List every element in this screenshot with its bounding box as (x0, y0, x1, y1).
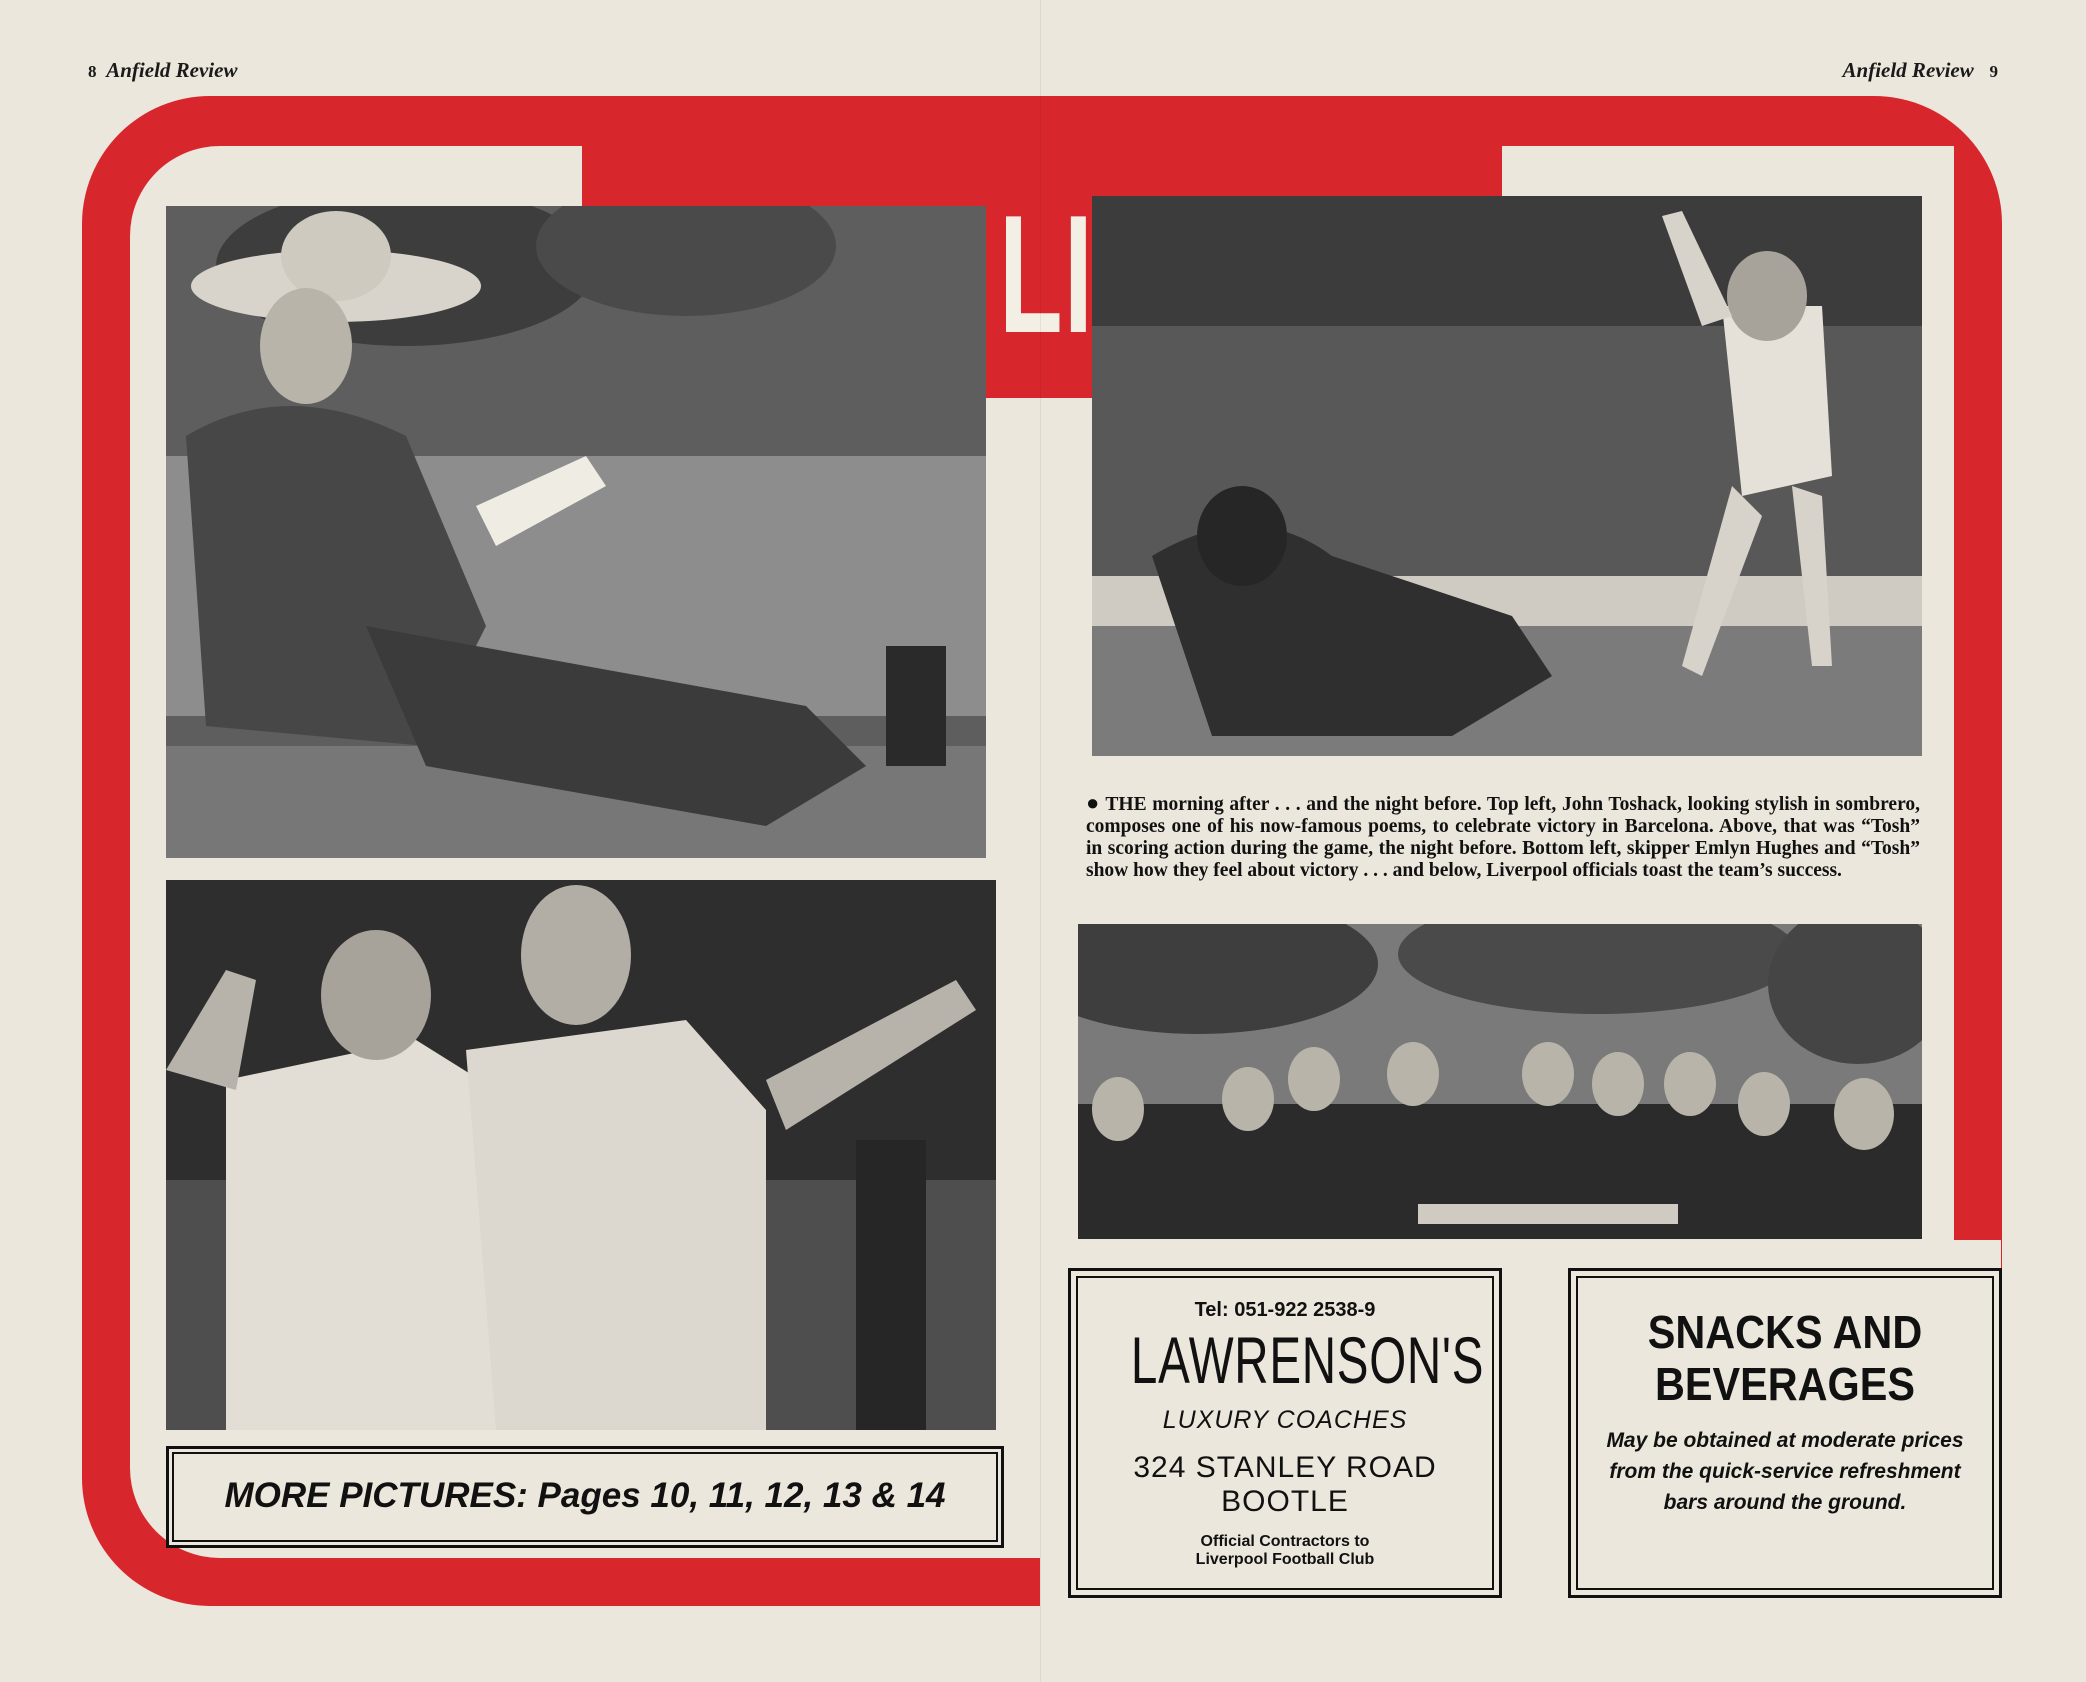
photo-toshack-sombrero (166, 206, 986, 858)
left-page-number: 8 (88, 62, 97, 81)
caption-text: THE morning after . . . and the night before. Top left, John Toshack, looking stylish in sombrero, composes one of his now-famous poems, to celebrate victory in Barcelona. Above, that was “Tosh” in scoring action during the game, the night before. Bottom left, skipper Emlyn Hughes and “Tosh” show how they feel about victory . . . and below, Liverpool officials toast the team’s success. (1086, 794, 1921, 881)
ad-heading-line-2: BEVERAGES (1655, 1358, 1915, 1410)
ad-telephone: Tel: 051-922 2538-9 (1194, 1299, 1376, 1321)
more-pictures-text: MORE PICTURES: Pages 10, 11, 12, 13 & 14 (224, 1476, 946, 1515)
ad-contract-line-2: Liverpool Football Club (1195, 1551, 1375, 1568)
ad-lawrensons-coaches (1068, 1268, 1502, 1598)
ad-body-text: May be obtained at moderate prices from the quick-service refreshment bars around the ground. (1606, 1429, 1964, 1514)
photo-officials-illustration (1078, 924, 1922, 1239)
photo-hughes-illustration (166, 880, 996, 1430)
photo-tosh-scoring (1092, 196, 1922, 756)
ad-contract-note (1071, 1533, 1499, 1569)
ad-address-town: BOOTLE (1221, 1485, 1349, 1518)
photo-action-illustration (1092, 196, 1922, 756)
right-running-title: Anfield Review (1842, 58, 1974, 82)
ad-tagline: LUXURY COACHES (1162, 1406, 1408, 1434)
caption-bullet: ● (1086, 790, 1101, 815)
right-page-number: 9 (1989, 62, 1998, 81)
ad-heading-line-1: SNACKS AND (1647, 1306, 1923, 1358)
left-running-head (88, 58, 237, 83)
photo-caption (1086, 792, 1920, 882)
ad-contract-line-1: Official Contractors to (1200, 1533, 1370, 1550)
ad-snacks-beverages (1568, 1268, 2002, 1598)
ad-brand-name: LAWRENSON'S (1130, 1323, 1485, 1397)
left-running-title: Anfield Review (106, 58, 238, 82)
photo-toshack-illustration (166, 206, 986, 858)
center-fold (1040, 0, 1041, 1682)
right-running-head (1843, 58, 1998, 83)
ad-address-street: 324 STANLEY ROAD (1133, 1451, 1437, 1484)
photo-liverpool-officials (1078, 924, 1922, 1239)
photo-hughes-and-tosh (166, 880, 996, 1430)
